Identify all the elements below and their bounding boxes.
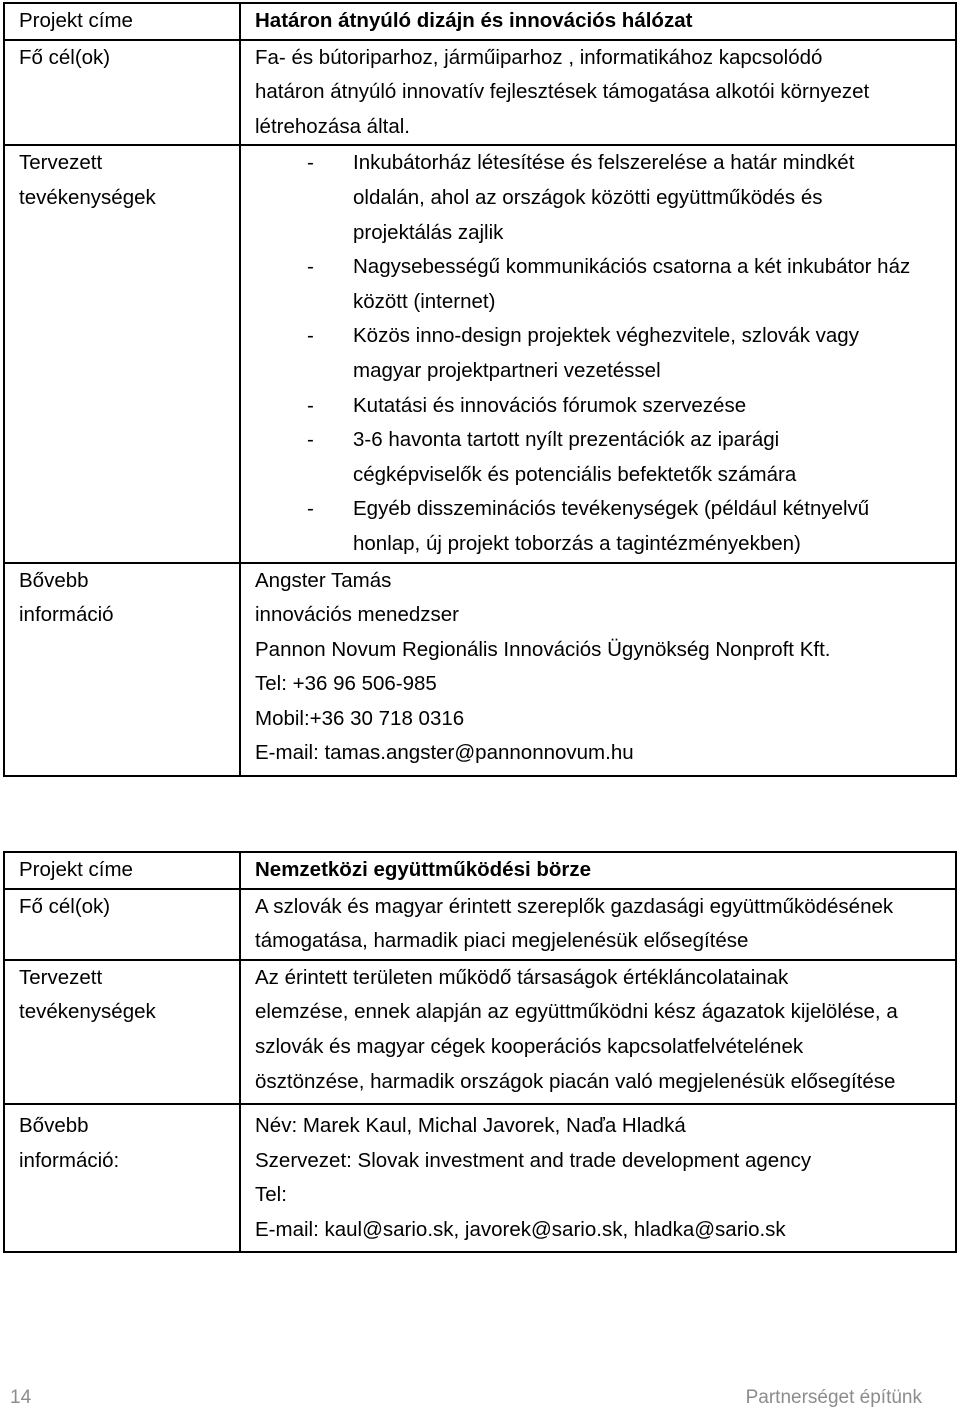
info-label: információ bbox=[19, 603, 114, 627]
running-title: Partnerséget építünk bbox=[745, 1387, 922, 1408]
title-label: Projekt címe bbox=[19, 9, 133, 32]
list-item: - Közös inno-design projektek véghezvitele, szlovák vagy magyar projektpartneri vezetéssel bbox=[255, 319, 947, 388]
info-label: Bővebb bbox=[19, 568, 89, 592]
table-row-goal bbox=[4, 40, 956, 146]
list-item-line: Kutatási és innovációs fórumok szervezése bbox=[353, 393, 747, 417]
label-cell bbox=[4, 3, 240, 40]
label-cell bbox=[4, 852, 240, 889]
page-number: 14 bbox=[10, 1387, 32, 1408]
label-cell bbox=[4, 1104, 240, 1251]
label-cell bbox=[4, 145, 240, 562]
list-item: - 3-6 havonta tartott nyílt prezentációk az iparági cégképviselők és potenciális befektetők számára bbox=[255, 423, 947, 492]
table-row-title bbox=[4, 852, 956, 889]
activities-label: tevékenységek bbox=[19, 1000, 156, 1024]
value-cell bbox=[240, 960, 956, 1104]
activities-label: Tervezett bbox=[19, 151, 103, 175]
project-table-1 bbox=[3, 2, 957, 777]
table-row-info bbox=[4, 1104, 956, 1251]
value-cell bbox=[240, 40, 956, 146]
label-cell bbox=[4, 40, 240, 146]
list-item-line: magyar projektpartneri vezetéssel bbox=[353, 358, 661, 382]
goal-line: Fa- és bútoriparhoz, járműiparhoz , informatikához kapcsolódó bbox=[255, 45, 823, 69]
list-item-line: cégképviselők és potenciális befektetők számára bbox=[353, 462, 797, 486]
list-item: - Egyéb disszeminációs tevékenységek (például kétnyelvű honlap, új projekt toborzás a tagintézményekben) bbox=[255, 492, 947, 561]
value-cell bbox=[240, 889, 956, 960]
contact-mobile: Mobil:+36 30 718 0316 bbox=[255, 706, 465, 730]
goal-line: támogatása, harmadik piaci megjelenésük elősegítése bbox=[255, 929, 749, 953]
label-cell bbox=[4, 889, 240, 960]
value-cell bbox=[240, 852, 956, 889]
goal-line: létrehozása által. bbox=[255, 114, 410, 138]
label-cell bbox=[4, 563, 240, 777]
contact-email: E-mail: kaul@sario.sk, javorek@sario.sk, hladka@sario.sk bbox=[255, 1217, 786, 1241]
goal-line: határon átnyúló innovatív fejlesztések támogatása alkotói környezet bbox=[255, 80, 870, 104]
list-item-line: oldalán, ahol az országok közötti együttműködés és bbox=[353, 185, 823, 209]
project-title: Nemzetközi együttműködési börze bbox=[255, 858, 592, 881]
list-item-line: Egyéb disszeminációs tevékenységek (például kétnyelvű bbox=[353, 497, 870, 521]
contact-organization: Szervezet: Slovak investment and trade development agency bbox=[255, 1148, 812, 1172]
contact-organization: Pannon Novum Regionális Innovációs Ügynökség Nonproft Kft. bbox=[255, 637, 831, 661]
goal-label: Fő cél(ok) bbox=[19, 894, 111, 918]
activities-list bbox=[255, 146, 947, 561]
project-title: Határon átnyúló dizájn és innovációs hálózat bbox=[255, 9, 693, 32]
list-item: - Inkubátorház létesítése és felszerelése a határ mindkét oldalán, ahol az országok közötti együttműködés és projektálás zajlik bbox=[255, 146, 947, 250]
info-label: információ: bbox=[19, 1148, 120, 1172]
table-row-activities bbox=[4, 960, 956, 1104]
contact-phone: Tel: bbox=[255, 1183, 287, 1207]
activities-line: ösztönzése, harmadik országok piacán való megjelenésük elősegítése bbox=[255, 1069, 896, 1093]
list-item-line: 3-6 havonta tartott nyílt prezentációk az iparági bbox=[353, 428, 780, 452]
activities-line: elemzése, ennek alapján az együttműködni kész ágazatok kijelölése, a bbox=[255, 1000, 898, 1024]
value-cell bbox=[240, 145, 956, 562]
activities-label: Tervezett bbox=[19, 965, 103, 989]
list-item-line: Inkubátorház létesítése és felszerelése a határ mindkét bbox=[353, 151, 855, 175]
contact-name: Angster Tamás bbox=[255, 568, 392, 592]
activities-line: Az érintett területen működő társaságok értékláncolatainak bbox=[255, 965, 789, 989]
list-item-line: Nagysebességű kommunikációs csatorna a két inkubátor ház bbox=[353, 255, 911, 279]
activities-line: szlovák és magyar cégek kooperációs kapcsolatfelvételének bbox=[255, 1034, 804, 1058]
info-label: Bővebb bbox=[19, 1114, 89, 1138]
table-row-title bbox=[4, 3, 956, 40]
contact-names: Név: Marek Kaul, Michal Javorek, Naďa Hladká bbox=[255, 1114, 686, 1138]
contact-role: innovációs menedzser bbox=[255, 603, 459, 627]
list-item-line: között (internet) bbox=[353, 289, 496, 313]
table-row-info bbox=[4, 563, 956, 777]
project-table-2 bbox=[3, 851, 957, 1253]
list-item-line: Közös inno-design projektek véghezvitele, szlovák vagy bbox=[353, 324, 859, 348]
title-label: Projekt címe bbox=[19, 858, 133, 881]
label-cell bbox=[4, 960, 240, 1104]
list-item: - Kutatási és innovációs fórumok szervezése bbox=[255, 389, 947, 424]
table-row-activities bbox=[4, 145, 956, 562]
contact-phone: Tel: +36 96 506-985 bbox=[255, 672, 437, 696]
goal-line: A szlovák és magyar érintett szereplők gazdasági együttműködésének bbox=[255, 894, 894, 918]
contact-email: E-mail: tamas.angster@pannonnovum.hu bbox=[255, 741, 634, 765]
list-item-line: projektálás zajlik bbox=[353, 220, 504, 244]
table-row-goal bbox=[4, 889, 956, 960]
value-cell bbox=[240, 1104, 956, 1251]
goal-label: Fő cél(ok) bbox=[19, 45, 111, 69]
value-cell bbox=[240, 3, 956, 40]
activities-label: tevékenységek bbox=[19, 185, 156, 209]
value-cell bbox=[240, 563, 956, 777]
list-item-line: honlap, új projekt toborzás a tagintézményekben) bbox=[353, 531, 801, 555]
list-item: - Nagysebességű kommunikációs csatorna a két inkubátor ház között (internet) bbox=[255, 250, 947, 319]
